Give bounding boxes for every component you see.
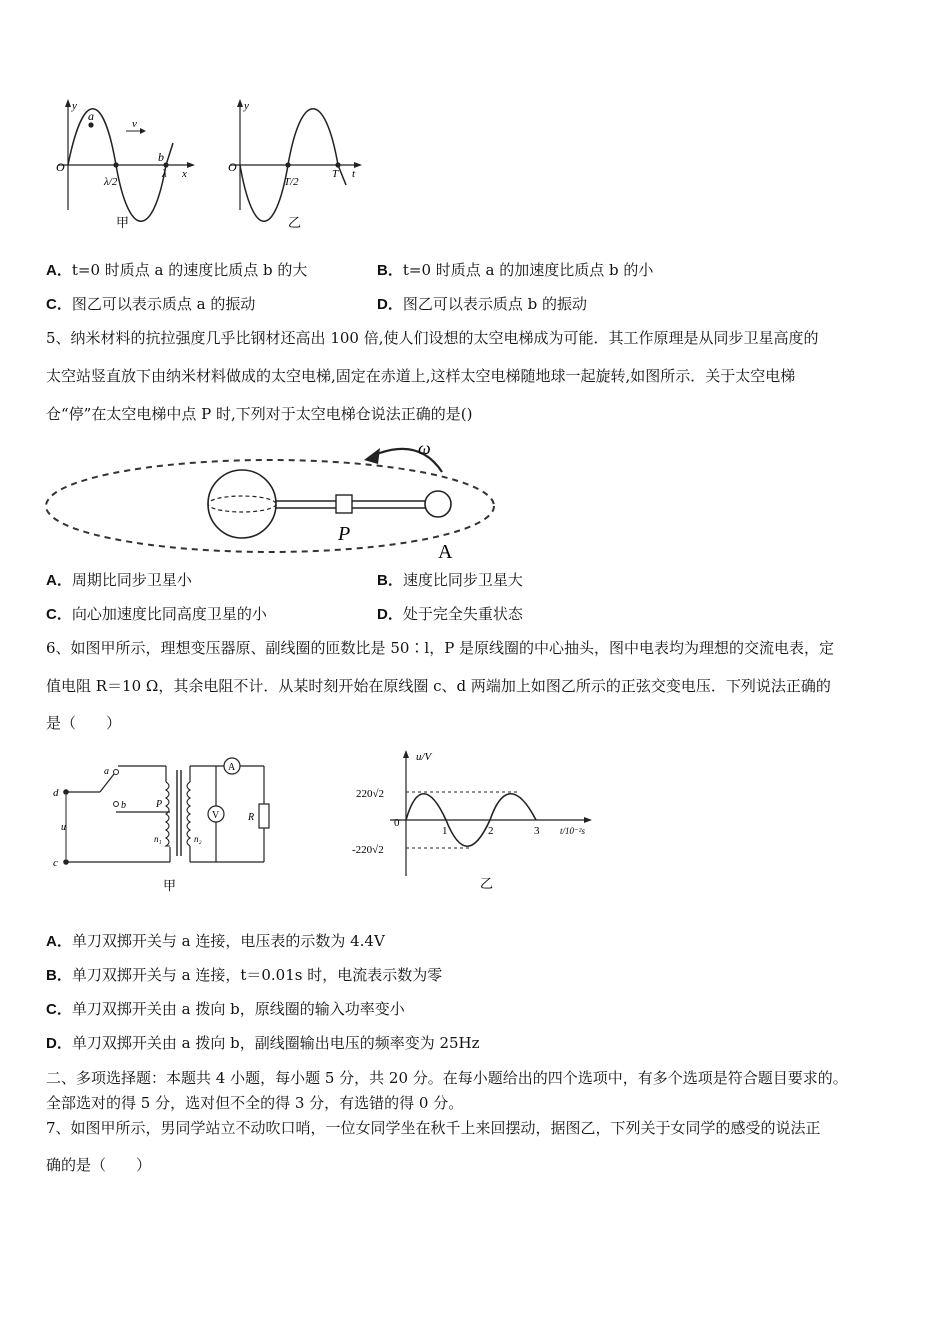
graph-origin: 0 [394, 817, 400, 829]
graph-y-max: 220√2 [356, 788, 385, 800]
wave-figure-jia [48, 95, 208, 240]
graph-tick-3: 3 [534, 825, 540, 837]
graph-tick-1: 1 [442, 825, 448, 837]
q7-stem-line-1: 7、如图甲所示，男同学站立不动吹口哨，一位女同学坐在秋千上来回摆动，据图乙，下列关于女同学的感受的说法正 [46, 1119, 821, 1137]
resistor-icon [259, 804, 269, 828]
q5-option-d: D．处于完全失重状态 [377, 605, 523, 623]
q5-stem-line-3: 仓“停”在太空电梯中点 P 时,下列对于太空电梯仓说法正确的是() [46, 405, 473, 423]
q5-stem-line-2: 太空站竖直放下由纳米材料做成的太空电梯,固定在赤道上,这样太空电梯随地球一起旋转,如图所示．关于太空电梯 [46, 367, 796, 385]
yi-tick-full: T [332, 168, 339, 180]
terminal-d: d [53, 787, 59, 799]
point-b [163, 162, 168, 167]
jia-caption: 甲 [116, 215, 130, 230]
switch-b: b [121, 800, 126, 811]
jia-tick-full: λ [162, 168, 167, 180]
yi-origin: O [228, 160, 237, 174]
omega-label: ω [418, 438, 431, 458]
circuit-caption: 甲 [163, 878, 177, 893]
station-a [425, 491, 451, 517]
q4-option-c: C．图乙可以表示质点 a 的振动 [46, 295, 256, 313]
q5-stem-line-1: 5、纳米材料的抗拉强度几乎比钢材还高出 100 倍,使人们设想的太空电梯成为可能．其工作原理是从同步卫星高度的 [46, 329, 819, 347]
yi-caption: 乙 [288, 215, 302, 230]
tap-p: P [156, 799, 163, 810]
q6-option-b: B．单刀双掷开关与 a 连接，t＝0.01s 时，电流表示数为零 [46, 966, 443, 984]
voltage-graph-figure [350, 748, 610, 896]
q5-option-c: C．向心加速度比同高度卫星的小 [46, 605, 267, 623]
elevator-cabin-p [336, 495, 352, 513]
jia-b-label: b [158, 150, 164, 164]
q4-option-b: B．t=0 时质点 a 的加速度比质点 b 的小 [377, 261, 654, 279]
transformer-circuit-figure [48, 752, 278, 897]
yi-tick-half: T/2 [284, 176, 299, 188]
space-elevator-figure [40, 432, 520, 562]
ammeter-label: A [228, 762, 236, 773]
jia-velocity: v [132, 118, 137, 130]
earth-circle [208, 470, 276, 538]
q5-option-a: A．周期比同步卫星小 [46, 571, 192, 589]
coil-n2: n₂ [194, 834, 202, 844]
point-a [88, 122, 93, 127]
wave-figure-yi [220, 95, 370, 240]
switch-a: a [104, 766, 109, 777]
yi-t-label: t [352, 168, 356, 180]
voltage-u: u [61, 822, 66, 833]
q6-option-a: A．单刀双掷开关与 a 连接，电压表的示数为 4.4V [46, 932, 385, 950]
graph-x-label: t/10⁻²s [560, 826, 585, 836]
q6-stem-line-2: 值电阻 R＝10 Ω，其余电阻不计．从某时刻开始在原线圈 c、d 两端加上如图乙所示的正弦交变电压．下列说法正确的 [46, 677, 831, 695]
yi-y-label: y [244, 100, 249, 112]
p-label: P [338, 523, 351, 545]
q6-option-c: C．单刀双掷开关由 a 拨向 b，原线圈的输入功率变小 [46, 1000, 405, 1018]
coil-n1: n₁ [154, 834, 162, 844]
q6-option-d: D．单刀双掷开关由 a 拨向 b，副线圈输出电压的频率变为 25Hz [46, 1034, 480, 1052]
jia-a-label: a [88, 109, 94, 123]
section2-line-1: 二、多项选择题：本题共 4 小题，每小题 5 分，共 20 分。在每小题给出的四个选项中，有多个选项是符合题目要求的。 [46, 1069, 848, 1087]
a-label: A [438, 541, 453, 562]
graph-tick-2: 2 [488, 825, 494, 837]
q5-option-b: B．速度比同步卫星大 [377, 571, 523, 589]
q4-option-a: A．t=0 时质点 a 的速度比质点 b 的大 [46, 261, 308, 279]
graph-y-min: -220√2 [352, 844, 384, 856]
voltmeter-label: V [212, 810, 220, 821]
q4-option-d: D．图乙可以表示质点 b 的振动 [377, 295, 587, 313]
graph-caption: 乙 [480, 876, 494, 891]
jia-y-label: y [72, 100, 77, 112]
terminal-c: c [53, 857, 58, 869]
resistor-label: R [248, 812, 255, 823]
q6-stem-line-3: 是（ ） [46, 714, 122, 732]
q7-stem-line-2: 确的是（ ） [46, 1156, 152, 1174]
jia-x-label: x [182, 168, 187, 180]
jia-tick-half: λ/2 [104, 176, 118, 188]
section2-line-2: 全部选对的得 5 分，选对但不全的得 3 分，有选错的得 0 分。 [46, 1094, 464, 1112]
q6-stem-line-1: 6、如图甲所示，理想变压器原、副线圈的匝数比是 50∶l，P 是原线圈的中心抽头，图中电表均为理想的交流电表，定 [46, 639, 835, 657]
jia-origin: O [56, 160, 65, 174]
graph-y-label: u/V [416, 751, 432, 763]
